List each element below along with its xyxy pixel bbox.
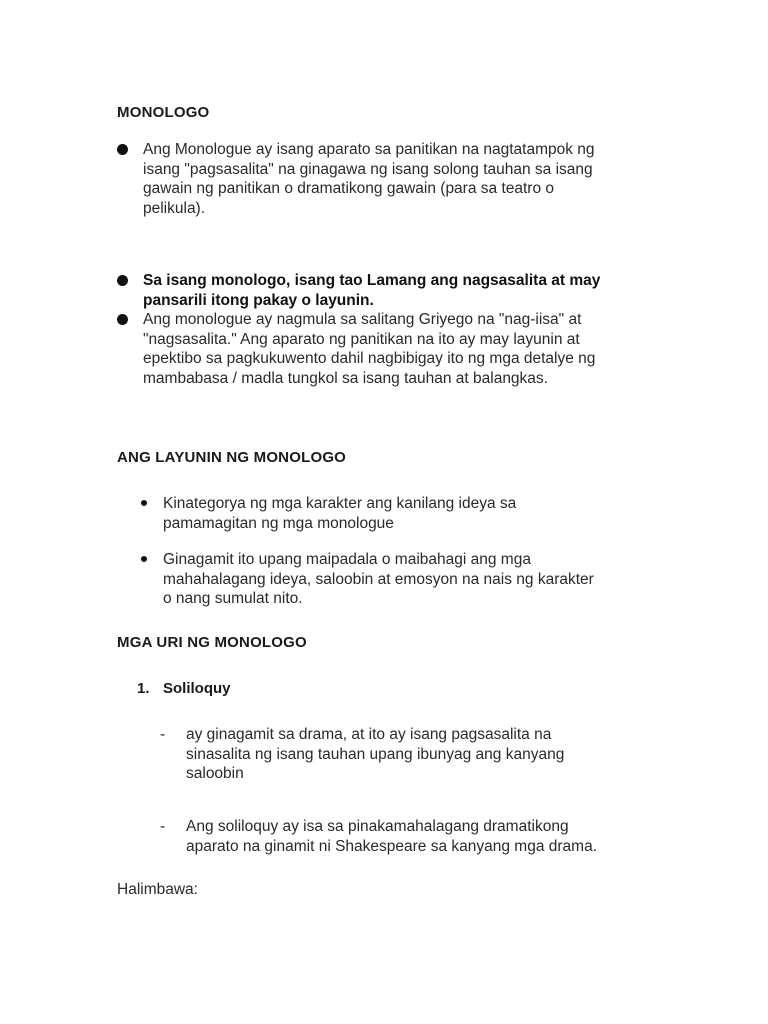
bullet-text-bold: Sa isang monologo, isang tao Lamang ang nagsasalita at may pansarili itong pakay o layunin. [143, 272, 601, 309]
bullet-text: Ang monologue ay nagmula sa salitang Griyego na "nag-iisa" at "nagsasalita." Ang aparato ng panitikan na ito ay may layunin at epektibo sa pagkukuwento dahil nagbibigay ito ng mga detalye ng mambabasa / madla tungkol sa isang tauhan at balangkas. [143, 311, 596, 387]
dash-item [160, 725, 660, 785]
bullet-text: Ang Monologue ay isang aparato sa panitikan na nagtatampok ng isang "pagsasalita" na ginagawa ng isang solong tauhan sa isang gawain ng panitikan o dramatikong gawain (para sa teatro o pelikula). [143, 141, 595, 217]
bullet-dot-icon [117, 314, 128, 325]
heading-layunin: ANG LAYUNIN NG MONOLOGO [117, 449, 347, 466]
bullet-text: Ginagamit ito upang maipadala o maibahagi ang mga mahahalagang ideya, saloobin at emosyon na nais ng karakter o nang sumulat nito. [163, 551, 594, 607]
heading-monologo: MONOLOGO [117, 104, 210, 121]
bullet-item [117, 550, 677, 610]
bullet-dot-icon [117, 275, 128, 286]
heading-mga-uri: MGA URI NG MONOLOGO [117, 634, 307, 651]
dash-item [160, 817, 660, 857]
dash-text: ay ginagamit sa drama, at ito ay isang pagsasalita na sinasalita ng isang tauhan upang ibunyag ang kanyang saloobin [186, 726, 565, 782]
bullet-item [117, 140, 677, 220]
dash-text: Ang soliloquy ay isa sa pinakamahalagang dramatikong aparato na ginamit ni Shakespeare sa kanyang mga drama. [186, 818, 597, 855]
numbered-item [137, 679, 231, 699]
bullet-item [117, 310, 677, 390]
bullet-text: Kinategorya ng mga karakter ang kanilang ideya sa pamamagitan ng mga monologue [163, 495, 517, 532]
bullet-dot-icon [141, 556, 147, 562]
dash-mark: - [160, 818, 166, 835]
bullet-item [117, 271, 677, 311]
dash-mark: - [160, 726, 166, 743]
bullet-dot-icon [141, 500, 147, 506]
item-number: 1. [137, 680, 150, 697]
item-title: Soliloquy [163, 680, 231, 697]
bullet-dot-icon [117, 144, 128, 155]
halimbawa-label: Halimbawa: [117, 881, 198, 898]
bullet-item [117, 494, 677, 534]
